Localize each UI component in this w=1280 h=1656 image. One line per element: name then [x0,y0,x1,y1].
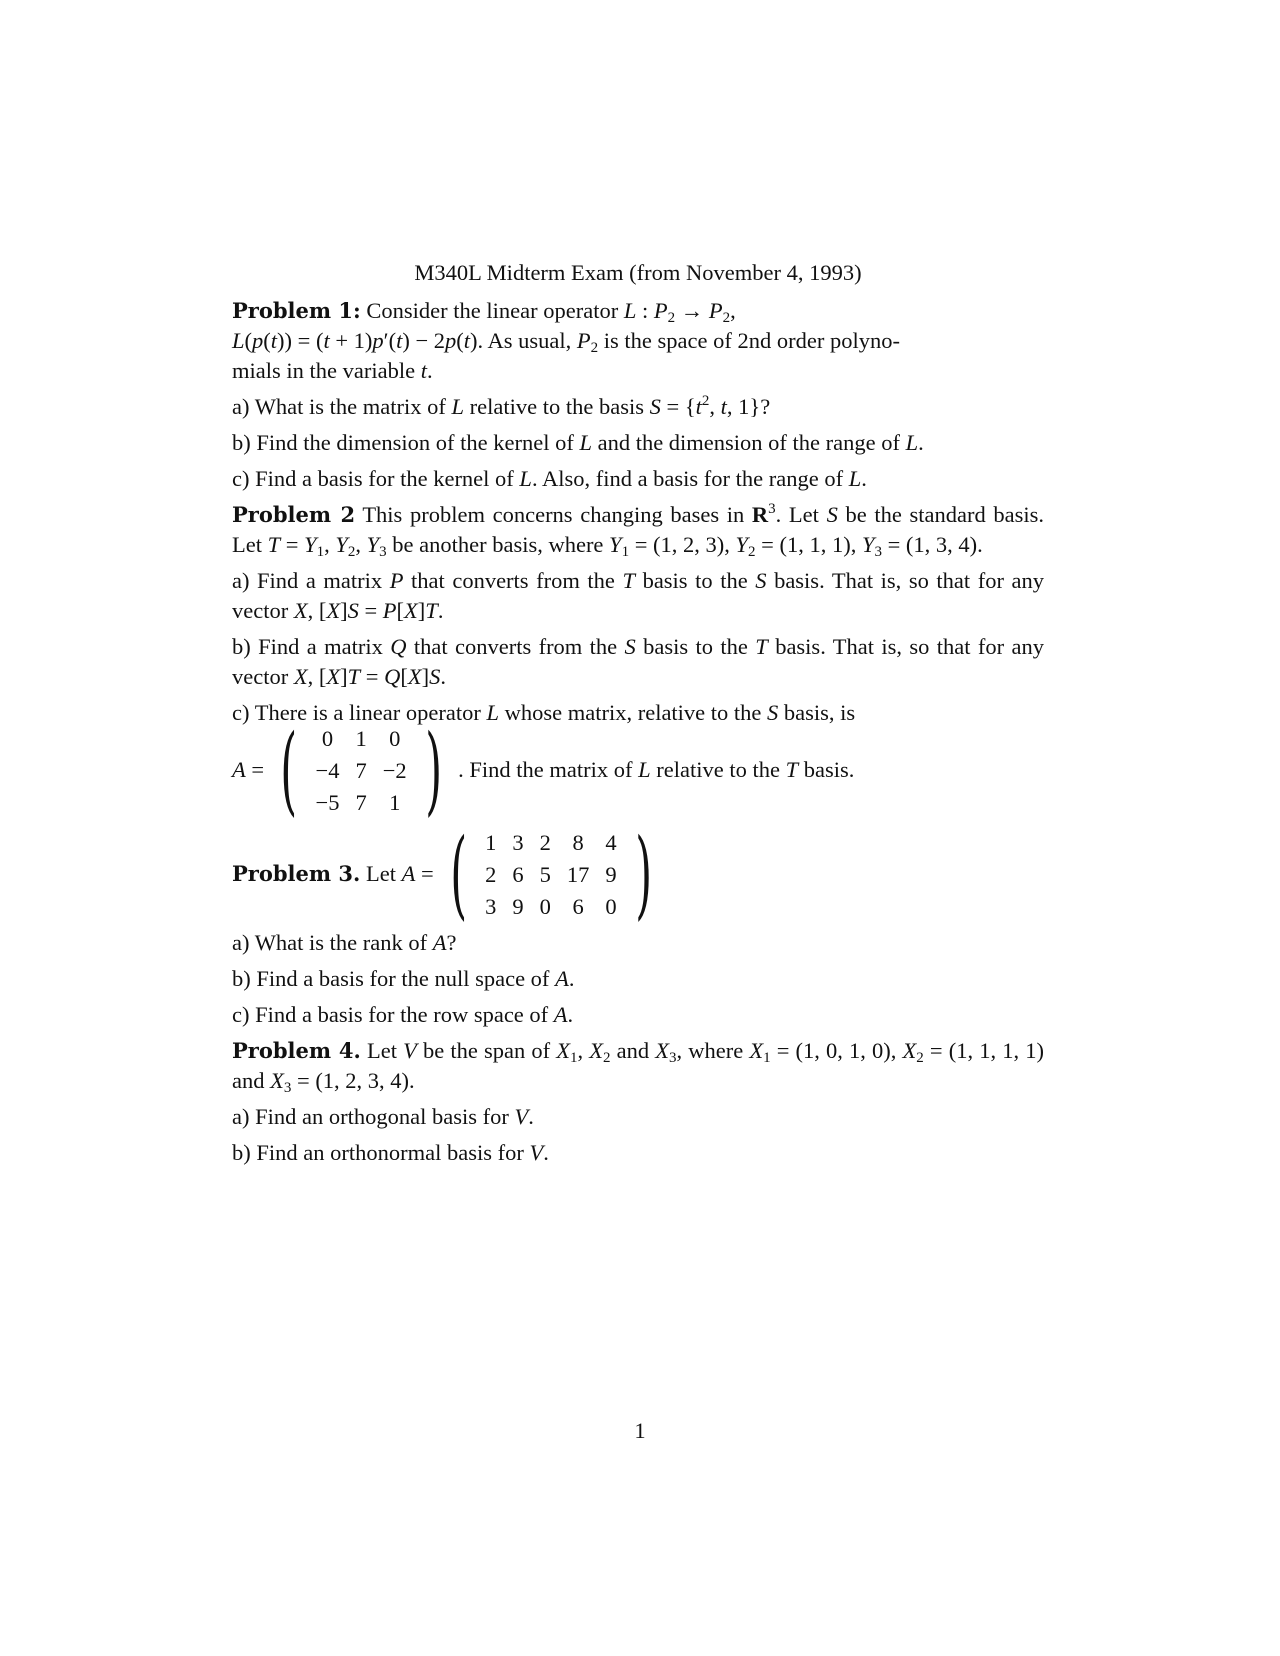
matrix-a-3-cell: 3 [512,829,524,855]
matrix-a-3-cell: 0 [539,893,551,919]
matrix-a-3-cell: 2 [539,829,551,855]
matrix-a-3-row [477,826,625,858]
matrix-a-3-cell: 0 [605,893,617,919]
matrix-a-2-row [308,754,415,786]
exam-title: M340L Midterm Exam (from November 4, 1993) [414,260,862,285]
matrix-a-3-cell: 6 [512,861,524,887]
matrix-a-2-cell: 0 [321,725,334,751]
matrix-a-2-cell: −4 [315,757,340,783]
matrix-a-3-cell: 3 [485,893,497,919]
matrix-a-3-cell: 2 [485,861,497,887]
problem-2-intro: Problem 2 This problem concerns changing bases in $R^3$. Let S be the standard basis. Let $T = Y_1$, $Y_2$, $Y_3$ be another basis, where $Y_1 = (1$, 2, 3), $Y_2 = (1$, 1, 1), $Y_3 = (1$, 3, 4). [232,501,1045,560]
problem-4-part-b: b) Find an orthonormal basis for V. [232,1140,549,1165]
problem-1-part-a: a) What is the matrix of L relative to the basis $S = \{t^2$, t, 1}? [232,393,771,419]
matrix-a-3-cell: 5 [539,861,551,887]
matrix-a-3-cell: 9 [512,893,524,919]
page-number: 1 [634,1418,646,1443]
matrix-a-3-cell: 1 [485,829,497,855]
matrix-a-3-cell: 8 [572,829,584,855]
problem-1-intro: Problem 1: Consider the linear operator L : $P_2 \to P_2$, L(p(t)) = (t + 1)p′(t) − 2p(t). As usual, $P_2$ is the space of 2nd order polyno- mials in the variable t. [232,298,900,383]
matrix-a-3-cell: 6 [572,893,584,919]
matrix-a-2-cell: 1 [355,725,367,751]
matrix-a-2-cell: 7 [355,757,367,783]
problem-3-header: Problem 3. [232,861,361,886]
problem-4-part-a: a) Find an orthogonal basis for V. [232,1104,534,1129]
matrix-a-2-cell: 1 [389,789,401,815]
matrix-a-2-cell: −2 [382,757,407,783]
matrix-a-2-cell: 0 [389,725,401,751]
problem-4-header: Problem 4. [232,1038,361,1063]
problem-2-part-c: c) There is a linear operator L whose matrix, relative to the S basis, is [232,700,856,725]
matrix-a-3-cell: 9 [605,861,617,887]
matrix-a-2: ( 0 1 0 −4 7 −2 −5 7 1 ) [280,714,442,826]
problem-1-part-b: b) Find the dimension of the kernel of L and the dimension of the range of L. [232,430,924,455]
matrix-a-3-cell: 4 [605,829,617,855]
problem-3-intro: Problem 3. Let A = ( 1 3 2 8 4 2 6 5 17 9 3 9 0 6 0 ) [232,826,1044,922]
problem-3-part-c: c) Find a basis for the row space of A. [232,1002,574,1027]
problem-2-header: Problem 2 [232,502,356,527]
problem-2-matrix-line: A = ( 0 1 0 −4 7 −2 −5 7 1 ) . Find the matrix of L relative to the T basis. [232,714,855,826]
matrix-a-3-cell: 17 [566,861,590,887]
matrix-a-2-row [308,722,415,754]
problem-1-part-c: c) Find a basis for the kernel of L. Also, find a basis for the range of L. [232,466,867,491]
problem-3-part-b: b) Find a basis for the null space of A. [232,966,575,991]
problem-2-part-a: a) Find a matrix P that converts from the T basis to the S basis. That is, so that for any vector X, [X]S = P[X]T. [232,568,1044,623]
matrix-a-2-row [308,786,415,818]
problem-4-intro: Problem 4. Let V be the span of $X_1$, $X_2$ and $X_3$, where $X_1 = (1$, 0, 1, 0), $X_2 = (1$, 1, 1, 1) and $X_3 = (1$, 2, 3, 4). [232,1038,1044,1096]
matrix-a-3: ( 1 3 2 8 4 2 6 5 17 9 3 9 0 6 0 ) [449,818,652,930]
matrix-a-2-cell: 7 [355,789,367,815]
matrix-a-2-cell: −5 [315,789,340,815]
matrix-a-3-row [477,890,625,922]
matrix-a-3-row [477,858,625,890]
problem-1-header: Problem 1: [232,298,361,323]
problem-3-part-a: a) What is the rank of A? [232,930,457,955]
problem-2-part-b: b) Find a matrix Q that converts from the S basis to the T basis. That is, so that for any vector X, [X]T = Q[X]S. [232,634,1044,689]
exam-content [232,258,1044,1174]
